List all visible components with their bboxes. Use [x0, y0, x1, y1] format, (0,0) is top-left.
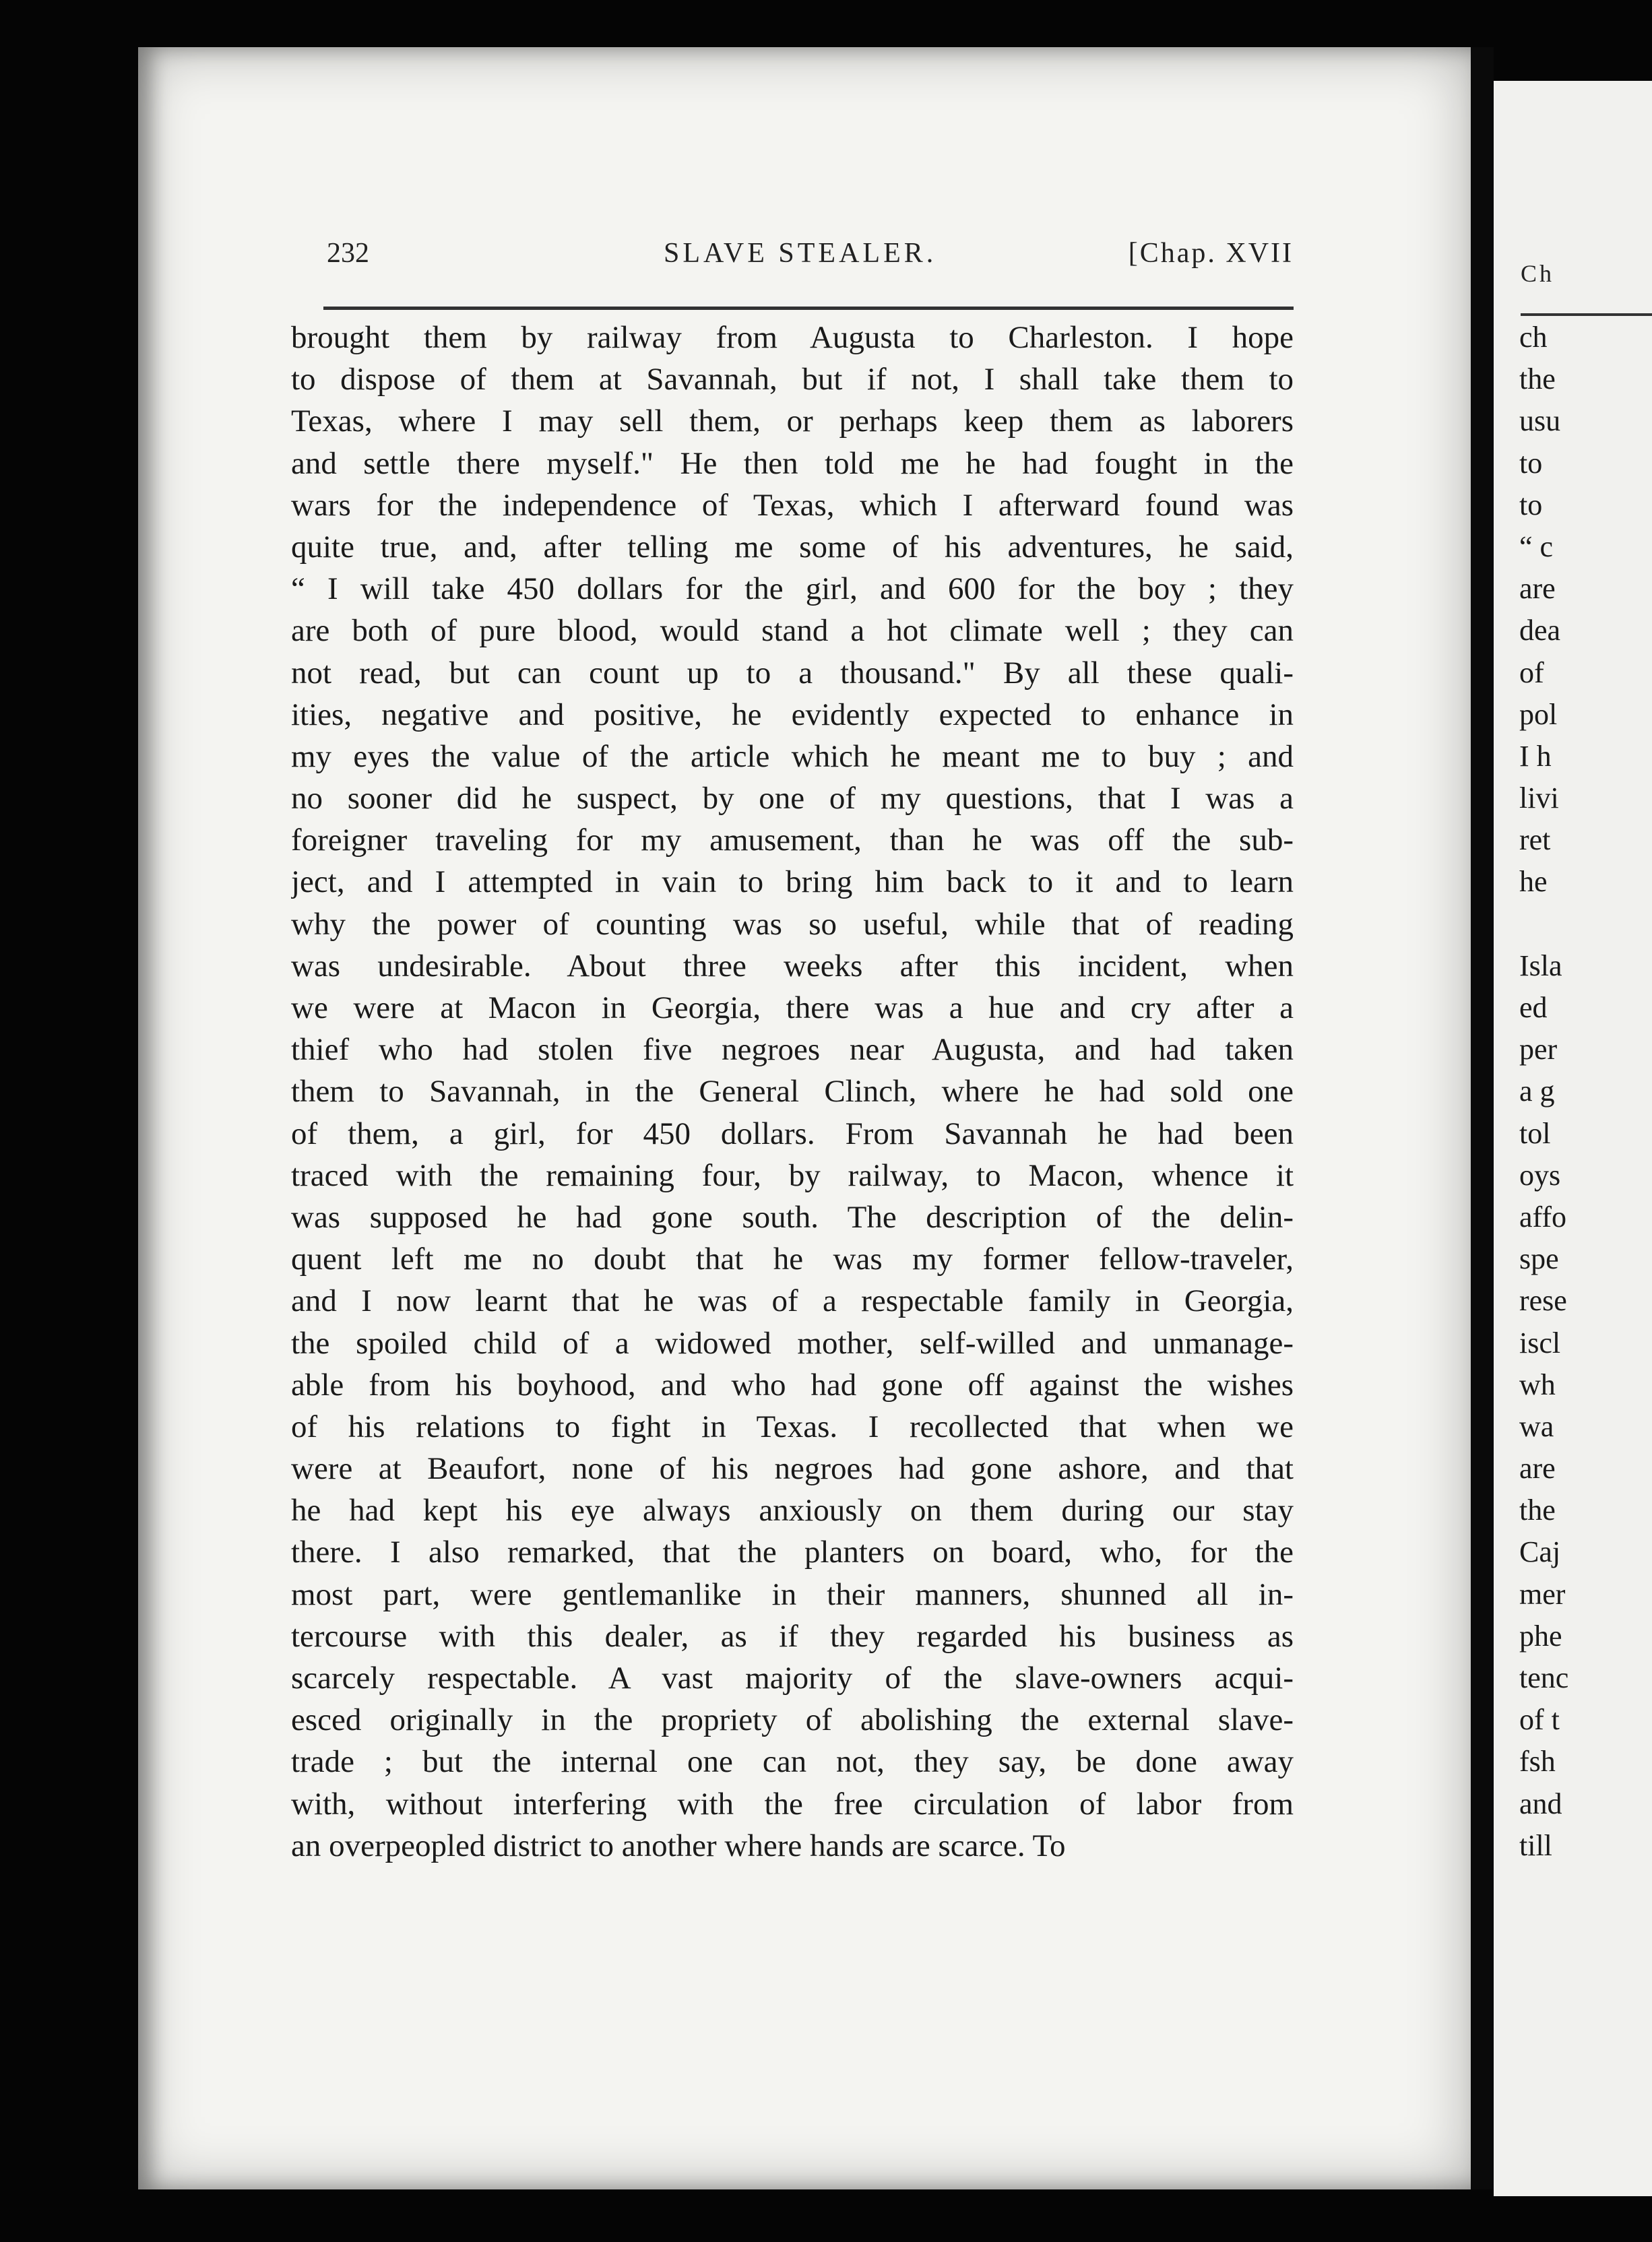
- facing-text-fragment: the: [1519, 1494, 1556, 1527]
- facing-text-fragment: dea: [1519, 614, 1561, 647]
- facing-text-fragment: livi: [1519, 781, 1559, 815]
- page-number: 232: [327, 238, 369, 269]
- text-line: traced with the remaining four, by railway, to Macon, whence it: [291, 1157, 1294, 1193]
- text-line: why the power of counting was so useful, while that of reading: [291, 906, 1294, 942]
- text-line: trade ; but the internal one can not, they say, be done away: [291, 1744, 1294, 1780]
- facing-text-fragment: ret: [1519, 823, 1551, 857]
- facing-text-fragment: “ c: [1519, 530, 1554, 563]
- text-line: of them, a girl, for 450 dollars. From Savannah he had been: [291, 1116, 1294, 1151]
- text-line: with, without interfering with the free circulation of labor from: [291, 1786, 1294, 1822]
- facing-text-fragment: I h: [1519, 739, 1552, 773]
- text-line: able from his boyhood, and who had gone off against the wishes: [291, 1367, 1294, 1403]
- facing-text-fragment: fsh: [1519, 1745, 1556, 1779]
- text-line: we were at Macon in Georgia, there was a hue and cry after a: [291, 990, 1294, 1025]
- text-line: the spoiled child of a widowed mother, self-willed and unmanage-: [291, 1325, 1294, 1361]
- facing-text-fragment: mer: [1519, 1577, 1566, 1611]
- facing-text-fragment: rese: [1519, 1284, 1567, 1318]
- facing-text-fragment: of: [1519, 655, 1544, 689]
- facing-text-fragment: wh: [1519, 1368, 1556, 1401]
- text-line: them to Savannah, in the General Clinch, where he had sold one: [291, 1074, 1294, 1110]
- chapter-label: [Chap. XVII: [1128, 238, 1294, 269]
- text-line: quite true, and, after telling me some of his adventures, he said,: [291, 529, 1294, 565]
- body-text: [291, 317, 1294, 1867]
- facing-text-fragment: ch: [1519, 321, 1548, 354]
- text-line: tercourse with this dealer, as if they regarded his business as: [291, 1618, 1294, 1654]
- text-line: esced originally in the propriety of abolishing the external slave-: [291, 1702, 1294, 1738]
- page-gutter: [1471, 47, 1494, 2189]
- facing-page-text: [1519, 317, 1568, 1867]
- facing-header-rule: [1521, 313, 1652, 316]
- text-line: no sooner did he suspect, by one of my questions, that I was a: [291, 781, 1294, 816]
- facing-text-fragment: usu: [1519, 404, 1561, 438]
- facing-text-fragment: spe: [1519, 1242, 1559, 1276]
- facing-text-fragment: Isla: [1519, 949, 1562, 982]
- facing-text-fragment: [1519, 903, 1568, 945]
- text-line: are both of pure blood, would stand a hot climate well ; they can: [291, 613, 1294, 649]
- text-line: not read, but can count up to a thousand." By all these quali-: [291, 655, 1294, 691]
- text-line: were at Beaufort, none of his negroes had gone ashore, and that: [291, 1451, 1294, 1487]
- text-line: brought them by railway from Augusta to Charleston. I hope: [291, 320, 1294, 355]
- facing-page: [1494, 81, 1652, 2196]
- text-line: foreigner traveling for my amusement, than he was off the sub-: [291, 823, 1294, 858]
- facing-page-head: Ch: [1521, 260, 1555, 287]
- facing-text-fragment: a g: [1519, 1075, 1555, 1108]
- text-line: scarcely respectable. A vast majority of the slave-owners acqui-: [291, 1661, 1294, 1696]
- facing-text-fragment: tenc: [1519, 1661, 1569, 1694]
- facing-text-fragment: tol: [1519, 1116, 1551, 1150]
- text-line: he had kept his eye always anxiously on them during our stay: [291, 1493, 1294, 1529]
- header-rule: [323, 307, 1294, 310]
- facing-text-fragment: per: [1519, 1033, 1558, 1066]
- facing-text-fragment: phe: [1519, 1619, 1562, 1653]
- text-line: Texas, where I may sell them, or perhaps keep them as laborers: [291, 404, 1294, 439]
- text-line: and settle there myself." He then told me he had fought in the: [291, 445, 1294, 481]
- facing-text-fragment: are: [1519, 1452, 1556, 1485]
- facing-text-fragment: to: [1519, 446, 1543, 480]
- text-line: most part, were gentlemanlike in their manners, shunned all in-: [291, 1576, 1294, 1612]
- facing-text-fragment: he: [1519, 865, 1548, 899]
- facing-text-fragment: Caj: [1519, 1535, 1561, 1569]
- facing-text-fragment: and: [1519, 1787, 1562, 1820]
- facing-text-fragment: affo: [1519, 1200, 1567, 1234]
- facing-text-fragment: ed: [1519, 991, 1548, 1024]
- text-line: ities, negative and positive, he evidently expected to enhance in: [291, 697, 1294, 732]
- text-line: there. I also remarked, that the planters on board, who, for the: [291, 1535, 1294, 1570]
- text-line: “ I will take 450 dollars for the girl, and 600 for the boy ; they: [291, 571, 1294, 607]
- facing-text-fragment: iscl: [1519, 1326, 1561, 1359]
- text-line: of his relations to fight in Texas. I recollected that when we: [291, 1409, 1294, 1444]
- text-line: was undesirable. About three weeks after this incident, when: [291, 948, 1294, 984]
- text-line: was supposed he had gone south. The description of the delin-: [291, 1199, 1294, 1235]
- text-line: thief who had stolen five negroes near Augusta, and had taken: [291, 1032, 1294, 1068]
- running-title: SLAVE STEALER.: [664, 238, 937, 269]
- facing-text-fragment: are: [1519, 572, 1556, 606]
- text-line: ject, and I attempted in vain to bring him back to it and to learn: [291, 864, 1294, 900]
- facing-text-fragment: wa: [1519, 1409, 1554, 1443]
- text-line: quent left me no doubt that he was my former fellow-traveler,: [291, 1242, 1294, 1277]
- text-line: an overpeopled district to another where hands are scarce. To: [291, 1828, 1066, 1863]
- facing-text-fragment: the: [1519, 362, 1556, 396]
- facing-text-fragment: oys: [1519, 1158, 1561, 1192]
- running-head: [327, 237, 1294, 284]
- facing-text-fragment: of t: [1519, 1703, 1560, 1737]
- text-line: wars for the independence of Texas, which I afterward found was: [291, 487, 1294, 523]
- text-line: to dispose of them at Savannah, but if not, I shall take them to: [291, 362, 1294, 397]
- facing-text-fragment: till: [1519, 1828, 1552, 1862]
- text-line: my eyes the value of the article which he meant me to buy ; and: [291, 738, 1294, 774]
- facing-text-fragment: to: [1519, 488, 1543, 521]
- facing-text-fragment: pol: [1519, 697, 1558, 731]
- text-line: and I now learnt that he was of a respectable family in Georgia,: [291, 1283, 1294, 1319]
